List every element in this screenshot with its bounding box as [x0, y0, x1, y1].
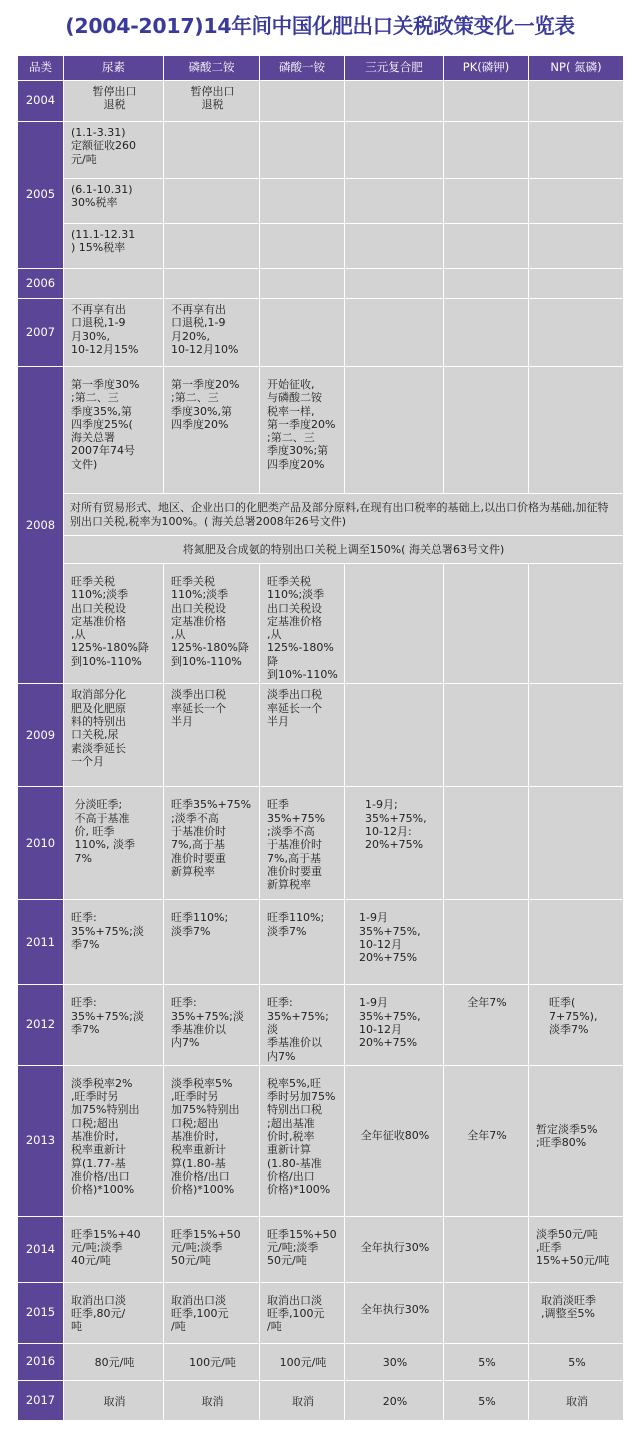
year-cell: 2016: [18, 1343, 64, 1380]
header-dap: 磷酸二铵: [164, 56, 260, 81]
table-cell: 旺季35%+75% ;淡季不高 于基准价时 7%,高于基 准价时要重 新算税率: [260, 787, 345, 900]
table-cell: 第一季度20% ;第二、三 季度30%,第 四季度20%: [164, 367, 260, 494]
table-cell: [529, 684, 624, 787]
table-cell: [444, 1282, 529, 1343]
table-cell: [529, 122, 624, 179]
table-cell: [345, 179, 444, 224]
table-cell: 旺季35%+75% ;淡季不高 于基准价时 7%,高于基 准价时要重 新算税率: [164, 787, 260, 900]
table-cell: 取消: [164, 1380, 260, 1420]
table-cell: [444, 787, 529, 900]
table-cell: 5%: [444, 1380, 529, 1420]
year-cell: 2004: [18, 81, 64, 122]
table-cell: [529, 787, 624, 900]
table-row: [18, 564, 624, 684]
header-np: NP( 氮磷): [529, 56, 624, 81]
tariff-table: [17, 55, 624, 1421]
table-row: [18, 494, 624, 536]
header-category: 品类: [18, 56, 64, 81]
table-cell: [444, 81, 529, 122]
table-cell: [164, 269, 260, 299]
table-cell: 暂停出口 退税: [64, 81, 164, 122]
table-cell: [164, 179, 260, 224]
year-cell: 2008: [18, 367, 64, 684]
table-cell: 全年征收80%: [345, 1065, 444, 1216]
table-cell: 30%: [345, 1343, 444, 1380]
table-cell: 全年7%: [444, 985, 529, 1065]
table-row: [18, 179, 624, 224]
table-cell: [529, 224, 624, 269]
table-cell: 全年执行30%: [345, 1282, 444, 1343]
table-cell: 旺季110%; 淡季7%: [164, 900, 260, 985]
table-row: [18, 1380, 624, 1420]
year-cell: 2013: [18, 1065, 64, 1216]
table-cell: 旺季15%+50 元/吨;淡季 50元/吨: [260, 1216, 345, 1282]
table-cell: 100元/吨: [164, 1343, 260, 1380]
table-cell: 取消: [260, 1380, 345, 1420]
table-cell: (6.1-10.31) 30%税率: [64, 179, 164, 224]
table-row: [18, 122, 624, 179]
table-cell: 淡季税率5% ,旺季时另 加75%特别出 口税;超出 基准价时, 税率重新计 算(1.80-基 准价格/出口 价格)*100%: [164, 1065, 260, 1216]
table-row: [18, 1282, 624, 1343]
merged-note-cell: 将氮肥及合成氨的特别出口关税上调至150%( 海关总署63号文件): [64, 536, 624, 564]
year-cell: 2011: [18, 900, 64, 985]
table-cell: [529, 81, 624, 122]
table-cell: 旺季: 35%+75%;淡 季基准价以 内7%: [260, 985, 345, 1065]
table-cell: [529, 299, 624, 367]
table-row: [18, 787, 624, 900]
table-cell: 旺季: 35%+75%;淡 季7%: [64, 985, 164, 1065]
table-row: [18, 367, 624, 494]
table-cell: 税率5%,旺 季时另加75% 特别出口税 ;超出基准 价时,税率 重新计算 (1.80-基准 价格/出口 价格)*100%: [260, 1065, 345, 1216]
table-cell: 全年执行30%: [345, 1216, 444, 1282]
table-cell: [529, 179, 624, 224]
year-cell: 2015: [18, 1282, 64, 1343]
table-row: [18, 299, 624, 367]
table-cell: 5%: [529, 1343, 624, 1380]
table-cell: [529, 367, 624, 494]
table-row: [18, 684, 624, 787]
table-cell: 1-9月 35%+75%, 10-12月 20%+75%: [345, 985, 444, 1065]
table-cell: 暂定淡季5% ;旺季80%: [529, 1065, 624, 1216]
table-cell: [345, 684, 444, 787]
year-cell: 2005: [18, 122, 64, 269]
table-row: [18, 1343, 624, 1380]
table-cell: 全年7%: [444, 1065, 529, 1216]
table-row: [18, 900, 624, 985]
table-cell: [260, 269, 345, 299]
table-cell: [260, 224, 345, 269]
table-row: [18, 81, 624, 122]
table-cell: [529, 564, 624, 684]
year-cell: 2014: [18, 1216, 64, 1282]
table-cell: 第一季度30% ;第二、三 季度35%,第 四季度25%( 海关总署 2007年74号 文件): [64, 367, 164, 494]
year-cell: 2017: [18, 1380, 64, 1420]
header-npk: 三元复合肥: [345, 56, 444, 81]
table-cell: 20%: [345, 1380, 444, 1420]
table-cell: 淡季出口税 率延长一个 半月: [164, 684, 260, 787]
table-cell: 取消: [529, 1380, 624, 1420]
table-cell: 取消淡旺季 ,调整至5%: [529, 1282, 624, 1343]
year-cell: 2010: [18, 787, 64, 900]
table-cell: [444, 299, 529, 367]
merged-note-cell: 对所有贸易形式、地区、企业出口的化肥类产品及部分原料,在现有出口税率的基础上,以出口价格为基础,加征特别出口关税,税率为100%。( 海关总署2008年26号文件): [64, 494, 624, 536]
table-row: [18, 536, 624, 564]
year-cell: 2006: [18, 269, 64, 299]
table-cell: 开始征收, 与磷酸二铵 税率一样, 第一季度20% ;第二、三 季度30%;第 四季度20%: [260, 367, 345, 494]
table-cell: [345, 81, 444, 122]
table-cell: [444, 179, 529, 224]
table-cell: 淡季出口税 率延长一个 半月: [260, 684, 345, 787]
table-cell: [345, 299, 444, 367]
table-cell: [164, 122, 260, 179]
table-row: [18, 269, 624, 299]
table-cell: 旺季15%+40 元/吨;淡季 40元/吨: [64, 1216, 164, 1282]
table-cell: [260, 299, 345, 367]
table-cell: 不再享有出 口退税,1-9 月20%, 10-12月10%: [164, 299, 260, 367]
table-cell: [64, 269, 164, 299]
table-cell: 暂停出口 退税: [164, 81, 260, 122]
table-cell: 旺季( 7+75%), 淡季7%: [529, 985, 624, 1065]
header-urea: 尿素: [64, 56, 164, 81]
table-cell: 分淡旺季; 不高于基准 价, 旺季 110%, 淡季 7%: [64, 787, 164, 900]
table-cell: [260, 81, 345, 122]
header-row: [18, 56, 624, 81]
table-cell: [444, 367, 529, 494]
table-row: [18, 1216, 624, 1282]
table-cell: 旺季15%+50 元/吨;淡季 50元/吨: [164, 1216, 260, 1282]
table-cell: 旺季110%; 淡季7%: [260, 900, 345, 985]
year-cell: 2012: [18, 985, 64, 1065]
table-cell: 100元/吨: [260, 1343, 345, 1380]
table-cell: (11.1-12.31 ) 15%税率: [64, 224, 164, 269]
table-cell: [345, 367, 444, 494]
table-cell: [529, 900, 624, 985]
table-cell: [529, 269, 624, 299]
header-map: 磷酸一铵: [260, 56, 345, 81]
table-cell: 1-9月 35%+75%, 10-12月 20%+75%: [345, 900, 444, 985]
table-row: [18, 224, 624, 269]
table-cell: [444, 122, 529, 179]
table-cell: [444, 269, 529, 299]
table-cell: [345, 269, 444, 299]
table-cell: [444, 224, 529, 269]
table-cell: 淡季50元/吨 ,旺季 15%+50元/吨: [529, 1216, 624, 1282]
table-cell: 5%: [444, 1343, 529, 1380]
table-cell: 旺季: 35%+75%;淡 季基准价以 内7%: [164, 985, 260, 1065]
table-cell: 旺季关税 110%;淡季 出口关税设 定基准价格 ,从 125%-180%降 到10%-110%: [64, 564, 164, 684]
table-row: [18, 1065, 624, 1216]
table-cell: 取消出口淡 旺季,100元 /吨: [260, 1282, 345, 1343]
table-cell: 取消部分化 肥及化肥原 料的特别出 口关税,尿 素淡季延长 一个月: [64, 684, 164, 787]
table-cell: 旺季关税 110%;淡季 出口关税设 定基准价格 ,从 125%-180%降 到10%-110%: [260, 564, 345, 684]
table-cell: [444, 900, 529, 985]
table-cell: 取消出口淡 旺季,80元/ 吨: [64, 1282, 164, 1343]
year-cell: 2009: [18, 684, 64, 787]
table-cell: 取消出口淡 旺季,100元 /吨: [164, 1282, 260, 1343]
table-cell: [345, 224, 444, 269]
table-cell: [260, 179, 345, 224]
table-row: [18, 985, 624, 1065]
table-cell: 80元/吨: [64, 1343, 164, 1380]
table-cell: 旺季关税 110%;淡季 出口关税设 定基准价格 ,从 125%-180%降 到10%-110%: [164, 564, 260, 684]
table-cell: [164, 224, 260, 269]
table-cell: [345, 122, 444, 179]
page-title: (2004-2017)14年间中国化肥出口关税政策变化一览表: [65, 14, 575, 38]
header-pk: PK(磷钾): [444, 56, 529, 81]
table-cell: [444, 684, 529, 787]
table-cell: [444, 1216, 529, 1282]
table-cell: [345, 564, 444, 684]
table-cell: 不再享有出 口退税,1-9 月30%, 10-12月15%: [64, 299, 164, 367]
table-cell: 取消: [64, 1380, 164, 1420]
table-cell: [260, 122, 345, 179]
table-cell: 淡季税率2% ,旺季时另 加75%特别出 口税;超出 基准价时, 税率重新计 算(1.77-基 准价格/出口 价格)*100%: [64, 1065, 164, 1216]
table-cell: 旺季: 35%+75%;淡 季7%: [64, 900, 164, 985]
table-cell: [444, 564, 529, 684]
table-cell: (1.1-3.31) 定额征收260 元/吨: [64, 122, 164, 179]
table-cell: 1-9月; 35%+75%, 10-12月: 20%+75%: [345, 787, 444, 900]
year-cell: 2007: [18, 299, 64, 367]
